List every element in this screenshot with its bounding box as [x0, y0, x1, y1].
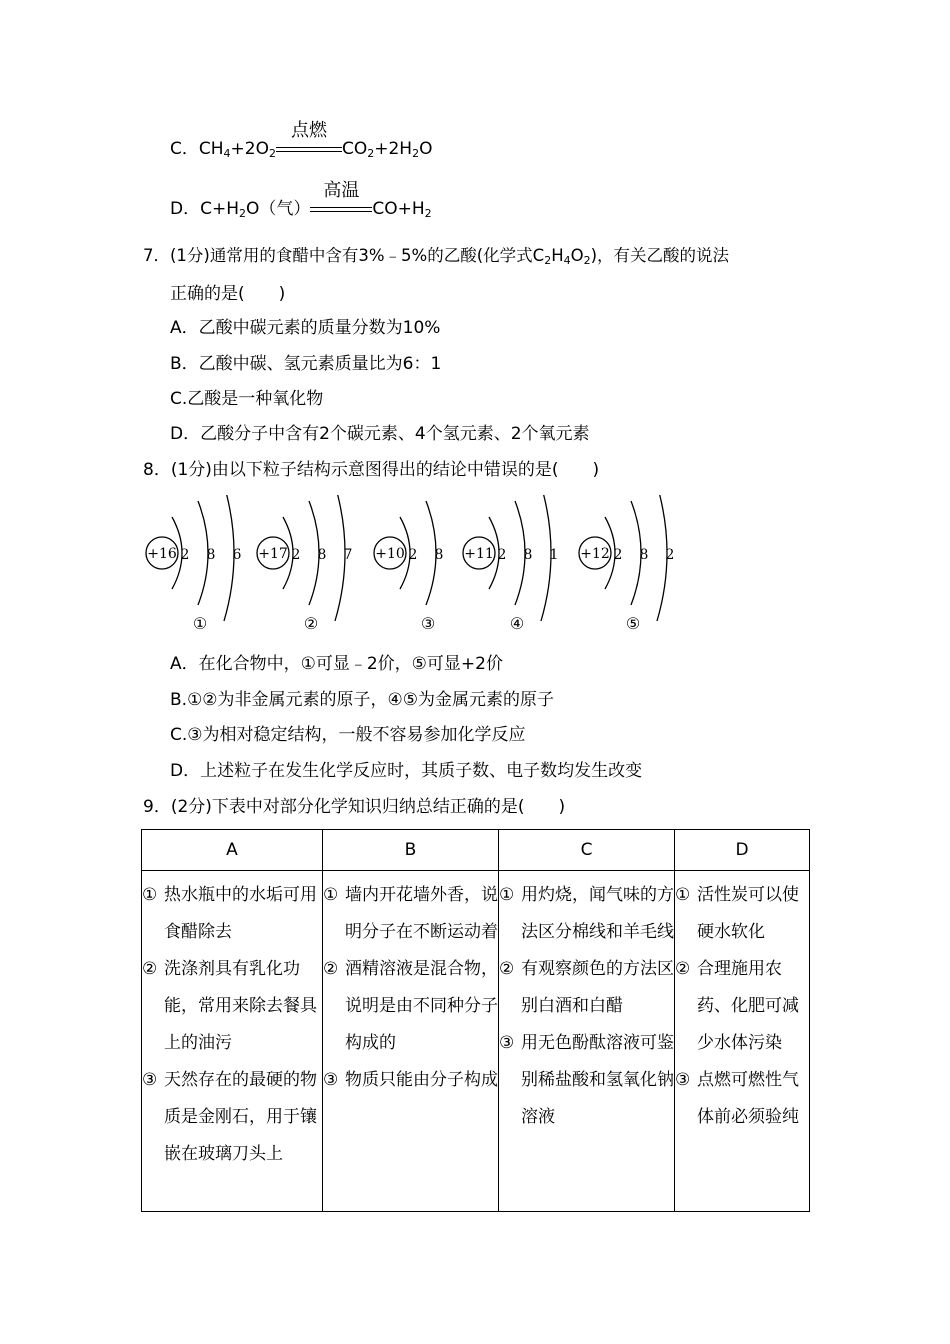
list-item [499, 951, 674, 1025]
item-text: 点燃可燃性气体前必须验纯 [697, 1070, 799, 1127]
electron-count: 8 [434, 547, 444, 563]
electron-count: 8 [523, 547, 533, 563]
electron-count: 8 [317, 547, 327, 563]
q7-option-c: C.乙酸是一种氧化物 [170, 389, 324, 409]
atom-label: ③ [420, 614, 436, 633]
electron-count: 2 [291, 547, 301, 563]
q8-stem: 8．(1分)由以下粒子结构示意图得出的结论中错误的是( ) [143, 460, 600, 480]
item-number: ① [499, 885, 515, 905]
electron-count: 1 [549, 547, 559, 563]
item-text: 用无色酚酞溶液可鉴别稀盐酸和氢氧化钠溶液 [521, 1033, 674, 1127]
q7-option-d: D．乙酸分子中含有2个碳元素、4个氢元素、2个氧元素 [170, 424, 590, 444]
q6-option-d: D．$C+H_2O$（气） 高温 $CO+H_2$ [170, 180, 432, 220]
list-item [675, 1062, 809, 1136]
item-number: ③ [499, 1033, 515, 1053]
electron-count: 2 [497, 547, 507, 563]
q7-stem-line2: 正确的是( ) [170, 284, 286, 304]
electron-count: 2 [613, 547, 623, 563]
table-cell [323, 871, 499, 1212]
q7-option-b: B．乙酸中碳、氢元素质量比为6：1 [170, 354, 442, 374]
q8-option-d: D．上述粒子在发生化学反应时，其质子数、电子数均发生改变 [170, 761, 643, 781]
q9-stem: 9．(2分)下表中对部分化学知识归纳总结正确的是( ) [143, 797, 566, 817]
item-text: 合理施用农药、化肥可减少水体污染 [697, 959, 799, 1053]
nucleus-charge: +16 [147, 546, 177, 562]
item-text: 用灼烧，闻气味的方法区分棉线和羊毛线 [521, 885, 674, 942]
electron-count: 2 [180, 547, 190, 563]
q7-option-a: A．乙酸中碳元素的质量分数为10% [170, 318, 441, 338]
nucleus-charge: +10 [375, 546, 405, 562]
atom-label: ② [303, 614, 319, 633]
reaction-arrow [276, 120, 342, 161]
item-number: ③ [323, 1070, 339, 1090]
nucleus-charge: +17 [258, 546, 288, 562]
item-number: ① [323, 885, 339, 905]
table-cell [499, 871, 675, 1212]
item-text: 物质只能由分子构成 [345, 1070, 498, 1090]
reaction-arrow [310, 180, 372, 221]
atom-label: ⑤ [625, 614, 641, 633]
list-item [323, 877, 498, 951]
atom-structure-diagram [140, 495, 700, 635]
electron-count: 8 [639, 547, 649, 563]
item-text: 酒精溶液是混合物，说明是由不同种分子构成的 [345, 959, 498, 1053]
atom-label: ④ [509, 614, 525, 633]
nucleus-charge: +11 [464, 546, 494, 562]
item-text: 活性炭可以使硬水软化 [697, 885, 799, 942]
reaction-condition: 点燃 [290, 120, 327, 141]
q8-option-c: C.③为相对稳定结构，一般不容易参加化学反应 [170, 725, 526, 745]
item-number: ② [499, 959, 515, 979]
item-number: ② [675, 959, 691, 979]
list-item [675, 951, 809, 1062]
q8-option-a: A．在化合物中，①可显﹣2价，⑤可显+2价 [170, 654, 503, 674]
option-label: D． [170, 199, 201, 219]
table-row [142, 871, 810, 1212]
item-text: 洗涤剂具有乳化功能，常用来除去餐具上的油污 [164, 959, 317, 1053]
item-number: ③ [142, 1070, 158, 1090]
table-header-cell: D [675, 830, 810, 871]
list-item [323, 951, 498, 1062]
table-header-cell: B [323, 830, 499, 871]
item-number: ③ [675, 1070, 691, 1090]
item-text: 墙内开花墙外香，说明分子在不断运动着 [345, 885, 498, 942]
reaction-condition: 高温 [323, 180, 360, 201]
list-item [499, 877, 674, 951]
table-header-cell: C [499, 830, 675, 871]
table-cell [675, 871, 810, 1212]
table-cell [142, 871, 323, 1212]
list-item [323, 1062, 498, 1099]
option-label: C． [170, 139, 199, 159]
electron-count: 7 [343, 547, 353, 563]
list-item [499, 1025, 674, 1136]
item-number: ① [675, 885, 691, 905]
list-item [675, 877, 809, 951]
item-text: 天然存在的最硬的物质是金刚石，用于镶嵌在玻璃刀头上 [164, 1070, 317, 1164]
list-item [142, 951, 322, 1062]
electron-count: 8 [206, 547, 216, 563]
electron-count: 2 [665, 547, 675, 563]
nucleus-charge: +12 [580, 546, 610, 562]
electron-count: 2 [408, 547, 418, 563]
table-header-cell: A [142, 830, 323, 871]
q7-stem: 7．(1分)通常用的食醋中含有3%﹣5%的乙酸(化学式$C_2H_4O_2$)，有关乙酸的说法 [143, 246, 730, 267]
item-number: ① [142, 885, 158, 905]
item-text: 有观察颜色的方法区别白酒和白醋 [521, 959, 674, 1016]
q6-option-c: C．$CH_4+2O_2$ 点燃 $CO_2+2H_2O$ [170, 120, 433, 160]
item-number: ② [142, 959, 158, 979]
item-number: ② [323, 959, 339, 979]
list-item [142, 877, 322, 951]
q8-option-b: B.①②为非金属元素的原子，④⑤为金属元素的原子 [170, 690, 555, 710]
electron-count: 6 [232, 547, 242, 563]
atom-label: ① [192, 614, 208, 633]
item-text: 热水瓶中的水垢可用食醋除去 [164, 885, 317, 942]
list-item [142, 1062, 322, 1173]
knowledge-table [141, 829, 810, 1212]
table-header-row [142, 830, 810, 871]
